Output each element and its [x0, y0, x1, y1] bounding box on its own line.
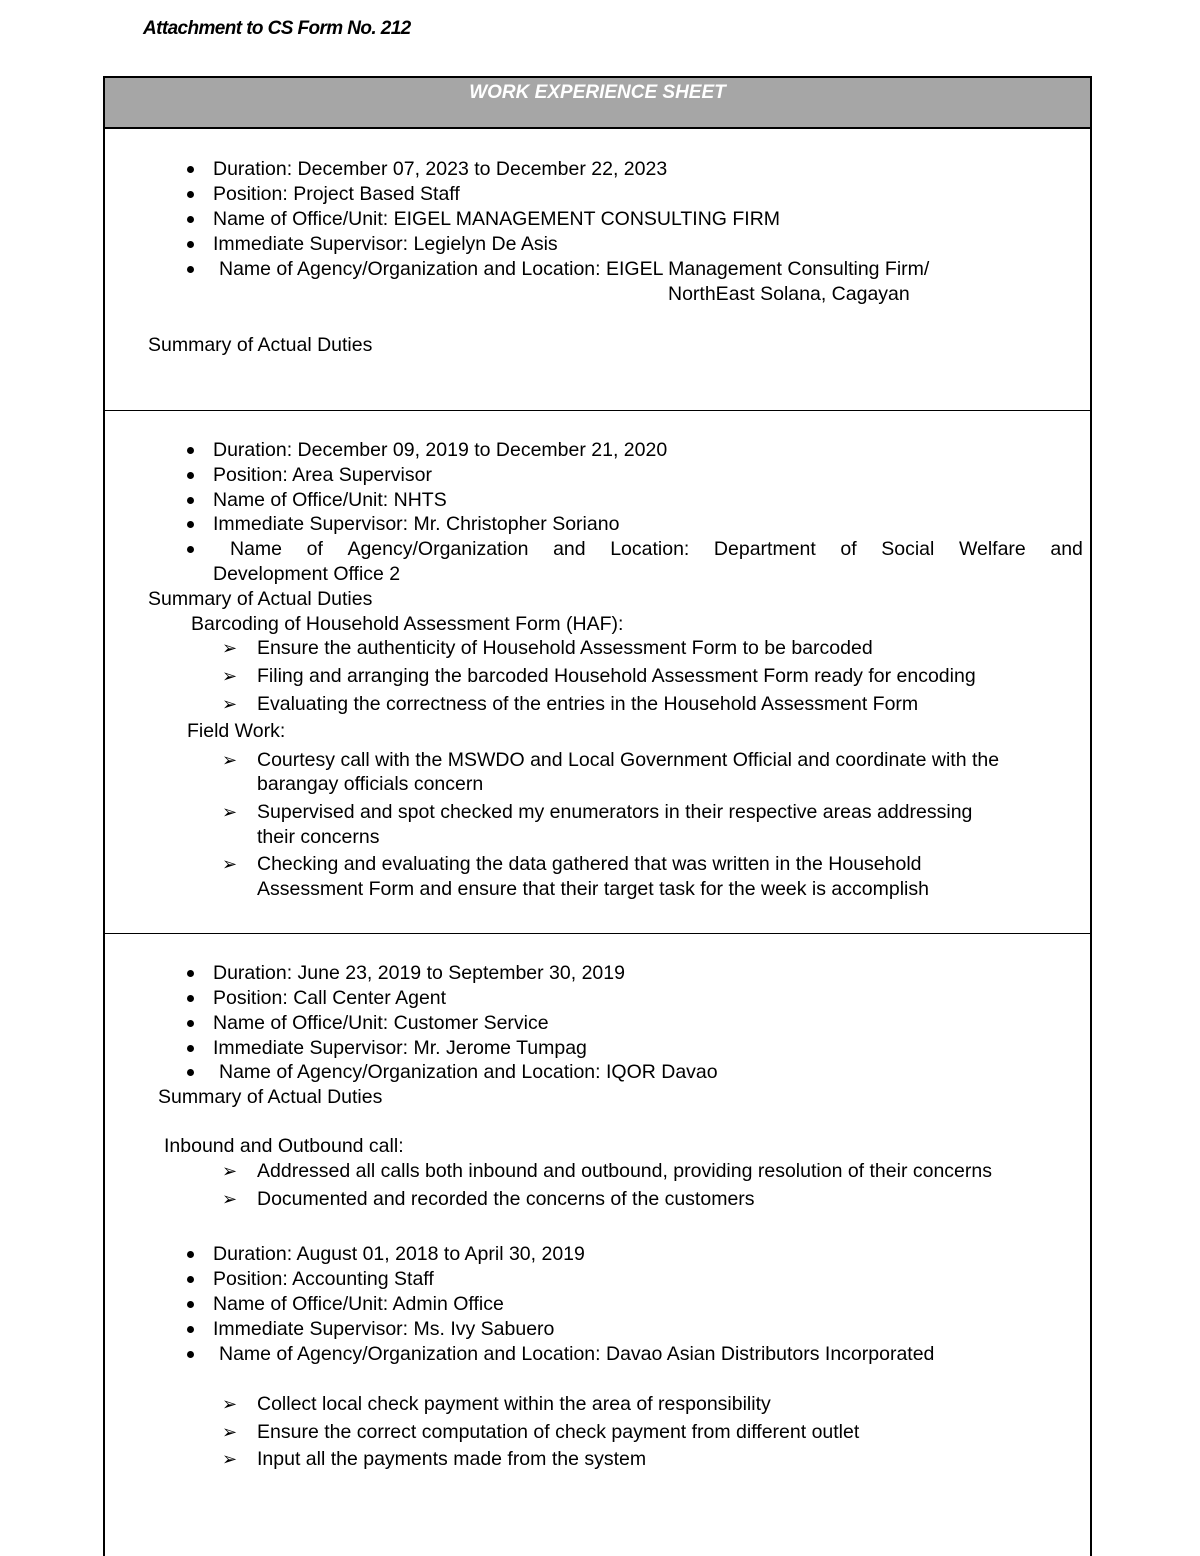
agency-word: of — [840, 538, 857, 560]
entry2-group1-title: Barcoding of Household Assessment Form (HAF): — [191, 613, 624, 635]
agency-word: Department — [713, 538, 816, 560]
bullet-dot-icon — [187, 266, 194, 273]
bullet-dot-icon — [187, 1326, 194, 1333]
bullet-dot-icon — [187, 447, 194, 454]
entry2-office: Name of Office/Unit: NHTS — [213, 489, 447, 511]
entry3-agency: Name of Agency/Organization and Location: IQOR Davao — [219, 1061, 718, 1083]
entry4-agency: Name of Agency/Organization and Location: Davao Asian Distributors Incorporated — [219, 1343, 935, 1365]
bullet-dot-icon — [187, 521, 194, 528]
entry3-item: Addressed all calls both inbound and outbound, providing resolution of their concerns — [257, 1160, 992, 1182]
agency-word: Name — [230, 538, 283, 560]
entry4-item: Ensure the correct computation of check payment from different outlet — [257, 1421, 860, 1443]
entry2-summary-heading: Summary of Actual Duties — [148, 588, 373, 610]
attachment-label: Attachment to CS Form No. 212 — [143, 18, 411, 39]
entry3-office: Name of Office/Unit: Customer Service — [213, 1012, 549, 1034]
bullet-dot-icon — [187, 191, 194, 198]
entry2-group1-item: Evaluating the correctness of the entries in the Household Assessment Form — [257, 693, 919, 715]
arrow-bullet-icon: ➢ — [222, 750, 238, 770]
bullet-dot-icon — [187, 472, 194, 479]
entry3-group-title: Inbound and Outbound call: — [164, 1135, 404, 1157]
arrow-bullet-icon: ➢ — [222, 1161, 238, 1181]
entry2-group1-item: Filing and arranging the barcoded Household Assessment Form ready for encoding — [257, 665, 976, 687]
bullet-dot-icon — [187, 1069, 194, 1076]
entry2-group2-title: Field Work: — [187, 720, 286, 742]
entry4-supervisor: Immediate Supervisor: Ms. Ivy Sabuero — [213, 1318, 555, 1340]
bullet-dot-icon — [187, 1351, 194, 1358]
entry3-position: Position: Call Center Agent — [213, 987, 447, 1009]
entry1-office: Name of Office/Unit: EIGEL MANAGEMENT CONSULTING FIRM — [213, 208, 781, 230]
agency-word: and — [553, 538, 586, 560]
entry-divider — [105, 933, 1090, 934]
agency-word: Agency/Organization — [347, 538, 529, 560]
entry2-group1-item: Ensure the authenticity of Household Assessment Form to be barcoded — [257, 637, 873, 659]
bullet-dot-icon — [187, 1020, 194, 1027]
arrow-bullet-icon: ➢ — [222, 1449, 238, 1469]
entry4-duration: Duration: August 01, 2018 to April 30, 2019 — [213, 1243, 585, 1265]
entry4-office: Name of Office/Unit: Admin Office — [213, 1293, 504, 1315]
bullet-dot-icon — [187, 995, 194, 1002]
entry2-position: Position: Area Supervisor — [213, 464, 432, 486]
bullet-dot-icon — [187, 1251, 194, 1258]
work-experience-sheet — [103, 76, 1092, 1556]
arrow-bullet-icon: ➢ — [222, 1422, 238, 1442]
agency-word: of — [306, 538, 323, 560]
entry3-duration: Duration: June 23, 2019 to September 30, 2019 — [213, 962, 625, 984]
bullet-dot-icon — [187, 546, 194, 553]
arrow-bullet-icon: ➢ — [222, 1189, 238, 1209]
agency-word: Social — [881, 538, 935, 560]
sheet-title: WORK EXPERIENCE SHEET — [105, 78, 1090, 129]
agency-word: Location: — [610, 538, 690, 560]
arrow-bullet-icon: ➢ — [222, 854, 238, 874]
entry3-supervisor: Immediate Supervisor: Mr. Jerome Tumpag — [213, 1037, 587, 1059]
entry2-agency — [230, 537, 1083, 561]
entry3-summary-heading: Summary of Actual Duties — [158, 1086, 383, 1108]
bullet-dot-icon — [187, 1045, 194, 1052]
entry-divider — [105, 410, 1090, 411]
entry2-duration: Duration: December 09, 2019 to December 21, 2020 — [213, 439, 668, 461]
arrow-bullet-icon: ➢ — [222, 638, 238, 658]
entry1-agency-location: NorthEast Solana, Cagayan — [668, 283, 910, 305]
entry2-group2-item-cont: their concerns — [257, 826, 380, 848]
entry2-group2-item: Checking and evaluating the data gathered that was written in the Household — [257, 853, 922, 875]
bullet-dot-icon — [187, 970, 194, 977]
bullet-dot-icon — [187, 241, 194, 248]
bullet-dot-icon — [187, 1301, 194, 1308]
entry1-agency: Name of Agency/Organization and Location: EIGEL Management Consulting Firm/ — [219, 258, 930, 280]
entry2-group2-item: Courtesy call with the MSWDO and Local Government Official and coordinate with the — [257, 749, 1000, 771]
entry1-position: Position: Project Based Staff — [213, 183, 460, 205]
arrow-bullet-icon: ➢ — [222, 1394, 238, 1414]
entry1-supervisor: Immediate Supervisor: Legielyn De Asis — [213, 233, 558, 255]
entry2-group2-item-cont: barangay officials concern — [257, 773, 484, 795]
entry2-group2-item-cont: Assessment Form and ensure that their target task for the week is accomplish — [257, 878, 929, 900]
bullet-dot-icon — [187, 216, 194, 223]
entry4-item: Collect local check payment within the area of responsibility — [257, 1393, 771, 1415]
entry4-position: Position: Accounting Staff — [213, 1268, 434, 1290]
arrow-bullet-icon: ➢ — [222, 666, 238, 686]
arrow-bullet-icon: ➢ — [222, 802, 238, 822]
entry2-supervisor: Immediate Supervisor: Mr. Christopher Soriano — [213, 513, 620, 535]
agency-word: Welfare — [958, 538, 1026, 560]
entry1-summary-heading: Summary of Actual Duties — [148, 334, 373, 356]
bullet-dot-icon — [187, 1276, 194, 1283]
arrow-bullet-icon: ➢ — [222, 694, 238, 714]
entry2-group2-item: Supervised and spot checked my enumerators in their respective areas addressing — [257, 801, 973, 823]
agency-word: and — [1050, 538, 1083, 560]
entry1-duration: Duration: December 07, 2023 to December 22, 2023 — [213, 158, 668, 180]
bullet-dot-icon — [187, 166, 194, 173]
entry3-item: Documented and recorded the concerns of the customers — [257, 1188, 755, 1210]
entry2-agency-location: Development Office 2 — [213, 563, 401, 585]
entry4-item: Input all the payments made from the system — [257, 1448, 647, 1470]
bullet-dot-icon — [187, 497, 194, 504]
